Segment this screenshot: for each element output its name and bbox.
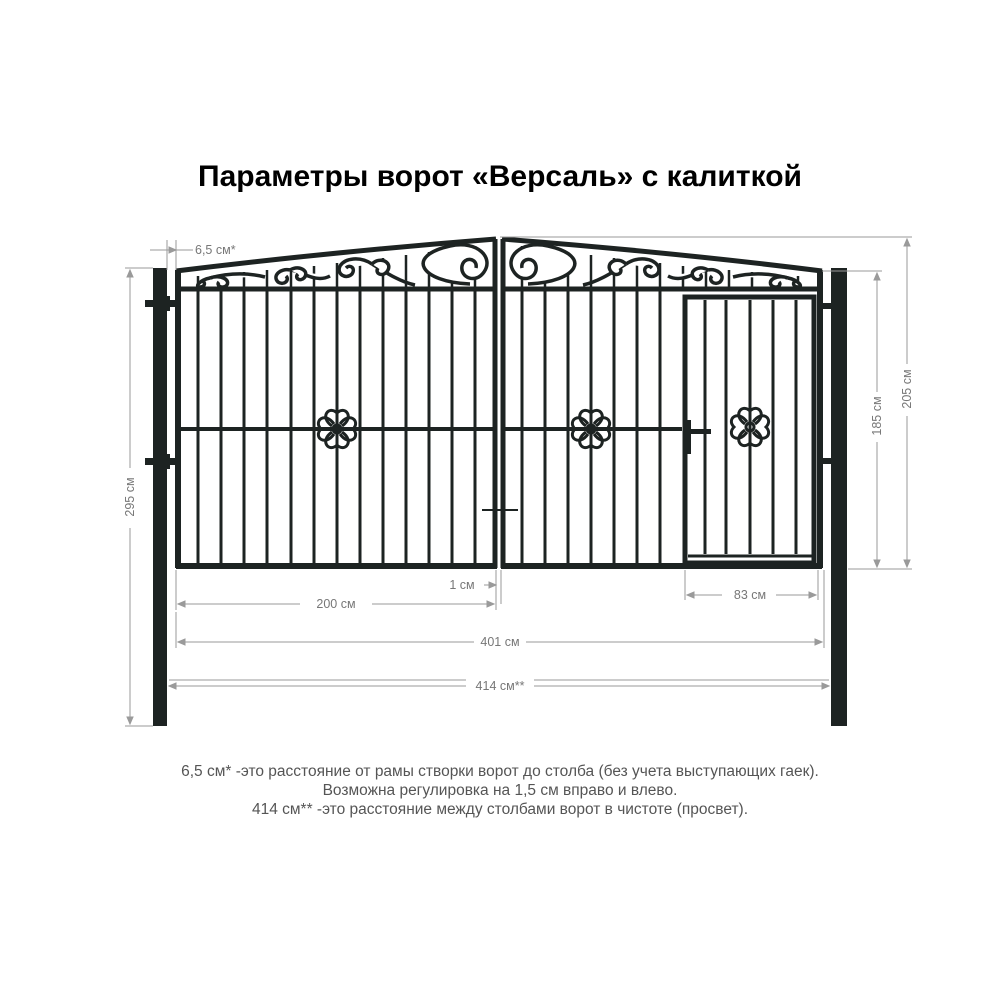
footnote-2: Возможна регулировка на 1,5 см вправо и влево. [322, 782, 678, 799]
label-gap-6-5: 6,5 см* [195, 243, 236, 257]
right-post [831, 268, 847, 726]
label-height-185: 185 см [870, 396, 884, 436]
label-width-414: 414 см** [475, 679, 525, 693]
footnote-3: 414 см** -это расстояние между столбами ворот в чистоте (просвет). [251, 801, 749, 818]
label-height-205: 205 см [900, 369, 914, 409]
wicket-handle [683, 420, 711, 454]
footnote-1: 6,5 см* -это расстояние от рамы створки ворот до столба (без учета выступающих гаек). [181, 763, 819, 780]
footnotes [0, 762, 1000, 819]
left-gate-leaf [176, 239, 497, 568]
left-post [153, 268, 167, 726]
label-gap-1: 1 см [449, 578, 475, 592]
label-width-401: 401 см [480, 635, 520, 649]
label-height-295: 295 см [123, 477, 137, 517]
label-width-200: 200 см [316, 597, 356, 611]
label-wicket-83: 83 см [733, 588, 767, 602]
page-title: Параметры ворот «Версаль» с калиткой [198, 160, 802, 193]
